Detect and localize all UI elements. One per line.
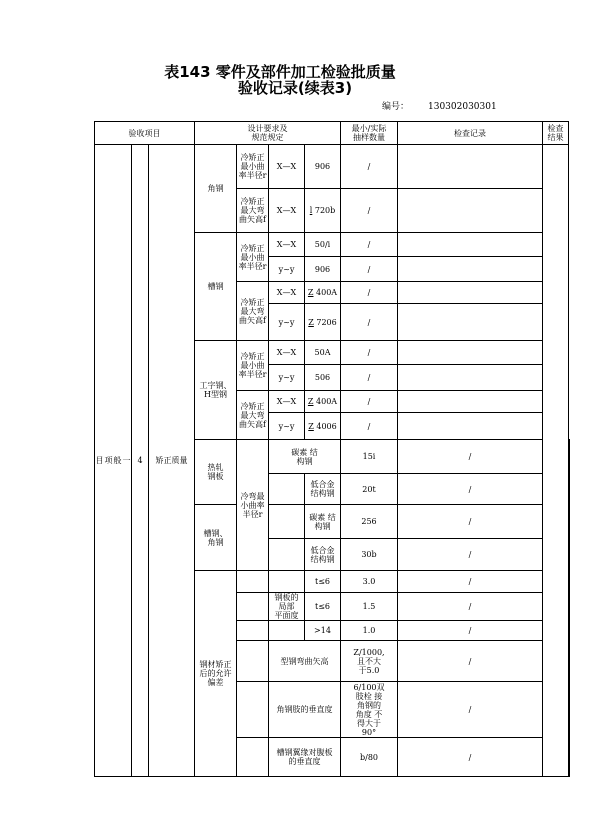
code-label: 编号：	[382, 102, 410, 112]
record-cell[interactable]	[398, 233, 543, 257]
value-cell: Z 4006	[305, 413, 341, 440]
value-cell: 256	[341, 505, 398, 539]
value-cell: 506	[305, 365, 341, 391]
spacer-cell	[269, 571, 305, 593]
sample-cell: /	[398, 593, 543, 621]
record-cell[interactable]	[569, 474, 570, 505]
sample-cell: /	[341, 304, 398, 341]
value-cell: l 720b	[305, 189, 341, 233]
value-cell: 50A	[305, 341, 341, 365]
record-cell[interactable]	[398, 189, 543, 233]
category-cell: 一 般 项 目	[95, 145, 132, 777]
col-sample: 最小/实际 抽样数量	[341, 122, 398, 145]
spacer-cell	[237, 738, 269, 777]
axis-xx: X—X	[269, 233, 305, 257]
value-cell: 6/100双 肢栓 接 角钢的 角度 不 得大于 90°	[341, 682, 398, 738]
sample-cell: /	[341, 145, 398, 189]
record-cell[interactable]	[569, 682, 570, 738]
sample-cell: /	[398, 505, 543, 539]
sample-cell: /	[341, 282, 398, 304]
record-cell[interactable]	[569, 593, 570, 621]
thickness-cell: t≤6	[305, 571, 341, 593]
sample-cell: /	[341, 233, 398, 257]
spacer-cell	[269, 621, 305, 641]
header-row	[95, 122, 570, 145]
record-cell[interactable]	[569, 440, 570, 474]
spacer-cell	[237, 641, 269, 682]
form-code	[382, 99, 497, 112]
sample-cell: /	[398, 539, 543, 571]
value-cell: Z 7206	[305, 304, 341, 341]
sample-cell: /	[398, 474, 543, 505]
sample-cell: /	[398, 440, 543, 474]
record-cell[interactable]	[398, 282, 543, 304]
form-subtitle: 验收记录(续表3)	[237, 79, 353, 97]
group-ibeam: 工字钢、 H型钢	[195, 341, 237, 440]
record-cell[interactable]	[569, 571, 570, 593]
carbon-label: 碳素 结 构钢	[305, 505, 341, 539]
axis-xx: X—X	[269, 145, 305, 189]
value-cell: 50/i	[305, 233, 341, 257]
spacer-cell	[237, 682, 269, 738]
min-radius-label: 冷矫正 最小曲 率半径r	[237, 145, 269, 189]
sample-cell: /	[341, 391, 398, 413]
group-hotplate: 热轧 钢板	[195, 440, 237, 505]
value-cell: 15i	[341, 440, 398, 474]
record-cell[interactable]	[398, 391, 543, 413]
axis-yy: y~y	[269, 304, 305, 341]
sag-label: 型钢弯曲矢高	[269, 641, 341, 682]
group-channel: 槽钢	[195, 233, 237, 341]
cold-bend-label: 冷弯最 小曲率 半径r	[237, 440, 269, 571]
col-item: 验收项目	[95, 122, 195, 145]
axis-xx: X—X	[269, 189, 305, 233]
spacer-cell	[237, 621, 269, 641]
spacer-cell	[269, 474, 305, 505]
result-cell[interactable]	[543, 145, 569, 777]
group-tolerance: 钢材矫正 后的允许 偏差	[195, 571, 237, 777]
record-cell[interactable]	[398, 304, 543, 341]
max-sag-label: 冷矫正 最大弯 曲矢高f	[237, 189, 269, 233]
value-cell: 906	[305, 257, 341, 282]
record-cell[interactable]	[398, 257, 543, 282]
record-cell[interactable]	[398, 413, 543, 440]
code-value: 130302030301	[428, 102, 497, 112]
carbon-label: 碳素 结 构钢	[269, 440, 341, 474]
sample-cell: /	[398, 641, 543, 682]
min-radius-label: 冷矫正 最小曲 率半径r	[237, 233, 269, 282]
value-cell: Z 400A	[305, 391, 341, 413]
record-cell[interactable]	[569, 641, 570, 682]
group-channel-angle: 槽钢、 角钢	[195, 505, 237, 571]
record-cell[interactable]	[569, 539, 570, 571]
sample-cell: /	[341, 341, 398, 365]
item-no: 4	[132, 145, 149, 777]
flange-perp-label: 槽钢翼缘对腹板 的垂直度	[269, 738, 341, 777]
axis-yy: y~y	[269, 365, 305, 391]
form-title: 表143 零件及部件加工检验批质量	[164, 63, 396, 81]
sample-cell: /	[398, 682, 543, 738]
max-sag-label: 冷矫正 最大弯 曲矢高f	[237, 282, 269, 341]
value-cell: 3.0	[341, 571, 398, 593]
spacer-cell	[269, 505, 305, 539]
record-cell[interactable]	[398, 341, 543, 365]
record-cell[interactable]	[569, 621, 570, 641]
sample-cell: /	[398, 571, 543, 593]
max-sag-label: 冷矫正 最大弯 曲矢高f	[237, 391, 269, 440]
axis-yy: y~y	[269, 413, 305, 440]
col-design: 设计要求及 规范规定	[195, 122, 341, 145]
group-angle: 角钢	[195, 145, 237, 233]
axis-yy: y~y	[269, 257, 305, 282]
low-alloy-label: 低合金 结构钢	[305, 474, 341, 505]
value-cell: 906	[305, 145, 341, 189]
inspection-table	[94, 121, 570, 777]
min-radius-label: 冷矫正 最小曲 率半径r	[237, 341, 269, 391]
item-name: 矫正质量	[149, 145, 195, 777]
plate-flat-label: 钢板的 局部 平面度	[269, 593, 305, 621]
value-cell: b/80	[341, 738, 398, 777]
value-cell: Z 400A	[305, 282, 341, 304]
axis-xx: X—X	[269, 391, 305, 413]
thickness-cell: >14	[305, 621, 341, 641]
spacer-cell	[269, 539, 305, 571]
thickness-cell: t≤6	[305, 593, 341, 621]
axis-xx: X—X	[269, 341, 305, 365]
col-record: 检查记录	[398, 122, 543, 145]
sample-cell: /	[398, 621, 543, 641]
value-cell: 20t	[341, 474, 398, 505]
record-cell[interactable]	[569, 505, 570, 539]
low-alloy-label: 低合金 结构钢	[305, 539, 341, 571]
spacer-cell	[237, 571, 269, 593]
sample-cell: /	[341, 257, 398, 282]
angle-perp-label: 角钢肢的垂直度	[269, 682, 341, 738]
sample-cell: /	[341, 189, 398, 233]
spacer-cell	[237, 593, 269, 621]
record-cell[interactable]	[398, 145, 543, 189]
value-cell: 1.5	[341, 593, 398, 621]
axis-xx: X—X	[269, 282, 305, 304]
record-cell[interactable]	[398, 365, 543, 391]
record-cell[interactable]	[569, 738, 570, 777]
value-cell: Z/1000, 且不大 于5.0	[341, 641, 398, 682]
table-row	[95, 145, 570, 189]
value-cell: 30b	[341, 539, 398, 571]
value-cell: 1.0	[341, 621, 398, 641]
sample-cell: /	[341, 365, 398, 391]
col-result: 检查 结果	[543, 122, 569, 145]
sample-cell: /	[341, 413, 398, 440]
sample-cell: /	[398, 738, 543, 777]
